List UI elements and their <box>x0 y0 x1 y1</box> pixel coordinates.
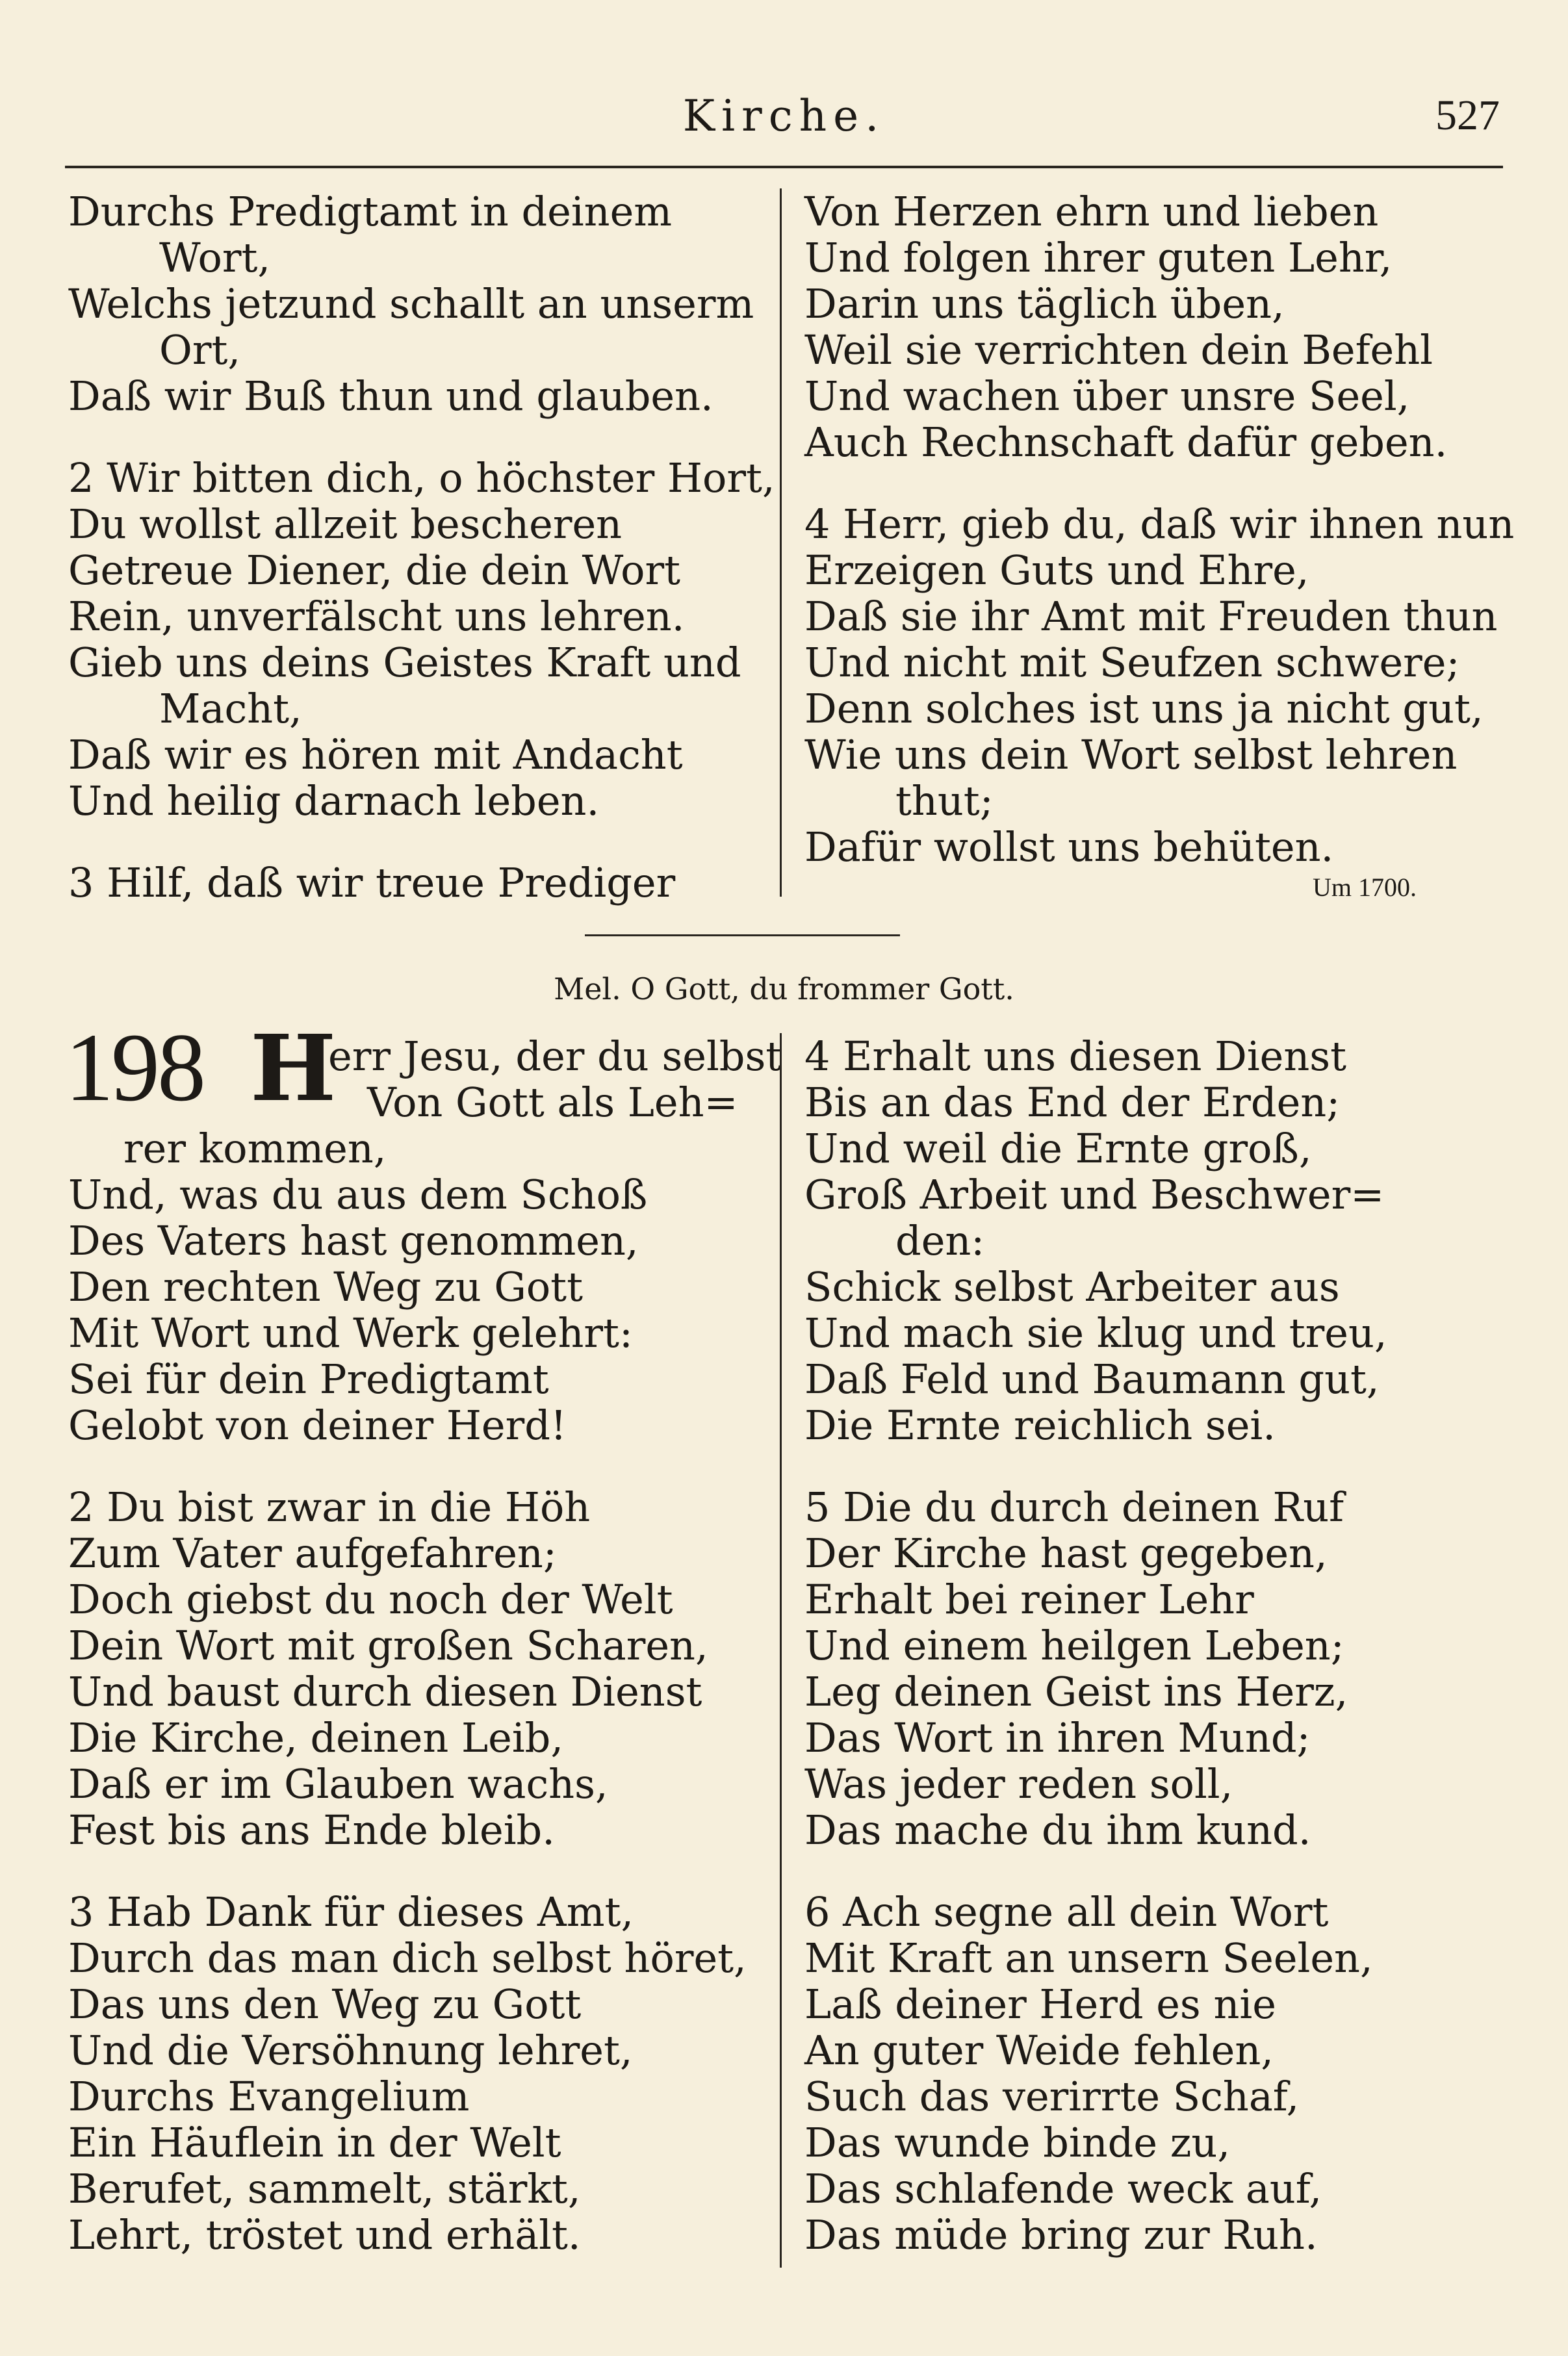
verse-line: thut; <box>895 777 994 825</box>
verse-line: Was jeder reden soll, <box>804 1760 1233 1808</box>
page-number: 527 <box>1435 92 1500 139</box>
verse-line: Groß Arbeit und Beschwer= <box>804 1171 1385 1218</box>
verse-line: Zum Vater aufgefahren; <box>68 1530 557 1577</box>
verse-line: 2 Du bist zwar in die Höh <box>68 1483 591 1531</box>
verse-line: Und baust durch diesen Dienst <box>68 1668 702 1715</box>
verse-line: Denn solches ist uns ja nicht gut, <box>804 685 1484 732</box>
verse-line: Berufet, sammelt, stärkt, <box>68 2165 581 2212</box>
stanza-gap <box>68 1448 770 1484</box>
verse-line: Erhalt bei reiner Lehr <box>804 1576 1254 1623</box>
verse-line: Von Gott als Leh= <box>367 1079 738 1126</box>
verse-line: Das wunde binde zu, <box>804 2119 1231 2166</box>
hymn-197-right-column <box>804 188 1515 871</box>
drop-cap: H <box>250 1016 337 1122</box>
verse-line: Die Kirche, deinen Leib, <box>68 1714 564 1761</box>
verse-line: den: <box>895 1217 985 1264</box>
hymn-198-opening-lines <box>68 1032 782 1172</box>
hymn-attribution: Um 1700. <box>1313 873 1417 902</box>
melody-line: Mel. O Gott, du frommer Gott. <box>554 971 1014 1006</box>
verse-line: rer kommen, <box>123 1125 387 1172</box>
verse-line: 5 Die du durch deinen Ruf <box>804 1483 1344 1531</box>
verse-line: Leg deinen Geist ins Herz, <box>804 1668 1348 1715</box>
verse-line: Daß wir es hören mit Andacht <box>68 731 683 778</box>
stanza-gap <box>804 1448 1506 1484</box>
verse-line: Durch das man dich selbst höret, <box>68 1934 747 1982</box>
verse-line: Und weil die Ernte groß, <box>804 1125 1312 1172</box>
verse-line: Daß sie ihr Amt mit Freuden thun <box>804 593 1498 640</box>
verse-line: Durchs Predigtamt in deinem <box>68 188 673 235</box>
verse-line: Sei für dein Predigtamt <box>68 1355 549 1403</box>
verse-line: Welchs jetzund schallt an unserm <box>68 280 754 327</box>
verse-line: Und folgen ihrer guten Lehr, <box>804 234 1393 281</box>
stanza-gap <box>68 419 757 455</box>
verse-line: Von Herzen ehrn und lieben <box>804 188 1379 235</box>
verse-line: 4 Herr, gieb du, daß wir ihnen nun <box>804 500 1515 548</box>
verse-line: 3 Hab Dank für dieses Amt, <box>68 1888 634 1936</box>
verse-line: Ort, <box>159 326 241 374</box>
verse-line: Weil sie verrichten dein Befehl <box>804 326 1433 374</box>
verse-line: Daß er im Glauben wachs, <box>68 1760 608 1808</box>
hymn-198-left-column <box>68 1172 770 2258</box>
verse-line: Erzeigen Guts und Ehre, <box>804 546 1309 594</box>
header-rule <box>65 166 1503 168</box>
hymn-197-left-column <box>68 188 775 906</box>
verse-line: Die Ernte reichlich sei. <box>804 1402 1276 1449</box>
verse-line: Du wollst allzeit bescheren <box>68 500 623 548</box>
verse-line: Wie uns dein Wort selbst lehren <box>804 731 1458 778</box>
verse-line: 3 Hilf, daß wir treue Prediger <box>68 859 676 906</box>
verse-line: Das mache du ihm kund. <box>804 1806 1311 1854</box>
verse-line: Bis an das End der Erden; <box>804 1079 1341 1126</box>
column-divider <box>780 188 782 897</box>
verse-line: Und, was du aus dem Schoß <box>68 1171 648 1218</box>
hymn-number: 198 <box>65 1014 203 1121</box>
verse-line: Und wachen über unsre Seel, <box>804 372 1410 420</box>
verse-line: Und nicht mit Seufzen schwere; <box>804 639 1460 686</box>
stanza-gap <box>68 824 757 860</box>
verse-line: Und die Versöhnung lehret, <box>68 2027 633 2074</box>
running-title: Kirche. <box>682 91 886 141</box>
verse-line: Schick selbst Arbeiter aus <box>804 1263 1340 1311</box>
verse-line: Mit Wort und Werk gelehrt: <box>68 1309 633 1357</box>
verse-line: Dein Wort mit großen Scharen, <box>68 1622 708 1669</box>
verse-line: Mit Kraft an unsern Seelen, <box>804 1934 1373 1982</box>
verse-line: Der Kirche hast gegeben, <box>804 1530 1328 1577</box>
verse-line: Dafür wollst uns behüten. <box>804 823 1334 871</box>
verse-line: Lehrt, tröstet und erhält. <box>68 2211 581 2259</box>
hymn-198-right-column <box>804 1033 1506 2258</box>
verse-line: Darin uns täglich üben, <box>804 280 1285 327</box>
verse-line: err Jesu, der du selbst <box>328 1032 782 1080</box>
verse-line: An guter Weide fehlen, <box>804 2027 1274 2074</box>
column-divider <box>780 1033 782 2268</box>
page-header <box>65 84 1503 156</box>
verse-line: Ein Häuflein in der Welt <box>68 2119 561 2166</box>
verse-line: Gieb uns deins Geistes Kraft und <box>68 639 741 686</box>
verse-line: Das Wort in ihren Mund; <box>804 1714 1311 1761</box>
verse-line: Das müde bring zur Ruh. <box>804 2211 1318 2259</box>
verse-line: Rein, unverfälscht uns lehren. <box>68 593 685 640</box>
verse-line: Durchs Evangelium <box>68 2073 470 2120</box>
verse-line: Fest bis ans Ende bleib. <box>68 1806 555 1854</box>
hymn-separator-rule <box>585 934 900 936</box>
verse-line: 4 Erhalt uns diesen Dienst <box>804 1032 1347 1080</box>
verse-line: Such das verirrte Schaf, <box>804 2073 1300 2120</box>
stanza-gap <box>804 465 1506 501</box>
verse-line: Wort, <box>159 234 271 281</box>
verse-line: Das uns den Weg zu Gott <box>68 1980 582 2028</box>
verse-line: Und einem heilgen Leben; <box>804 1622 1344 1669</box>
verse-line: 6 Ach segne all dein Wort <box>804 1888 1329 1936</box>
verse-line: Das schlafende weck auf, <box>804 2165 1322 2212</box>
verse-line: Daß Feld und Baumann gut, <box>804 1355 1380 1403</box>
verse-line: Laß deiner Herd es nie <box>804 1980 1276 2028</box>
verse-line: 2 Wir bitten dich, o höchster Hort, <box>68 454 775 502</box>
verse-line: Gelobt von deiner Herd! <box>68 1402 567 1449</box>
stanza-gap <box>804 1853 1506 1889</box>
verse-line: Macht, <box>159 685 302 732</box>
verse-line: Und mach sie klug und treu, <box>804 1309 1387 1357</box>
verse-line: Des Vaters hast genommen, <box>68 1217 639 1264</box>
verse-line: Daß wir Buß thun und glauben. <box>68 372 713 420</box>
verse-line: Auch Rechnschaft dafür geben. <box>804 418 1448 466</box>
verse-line: Doch giebst du noch der Welt <box>68 1576 673 1623</box>
verse-line: Und heilig darnach leben. <box>68 777 600 825</box>
stanza-gap <box>68 1853 770 1889</box>
verse-line: Den rechten Weg zu Gott <box>68 1263 584 1311</box>
verse-line: Getreue Diener, die dein Wort <box>68 546 681 594</box>
